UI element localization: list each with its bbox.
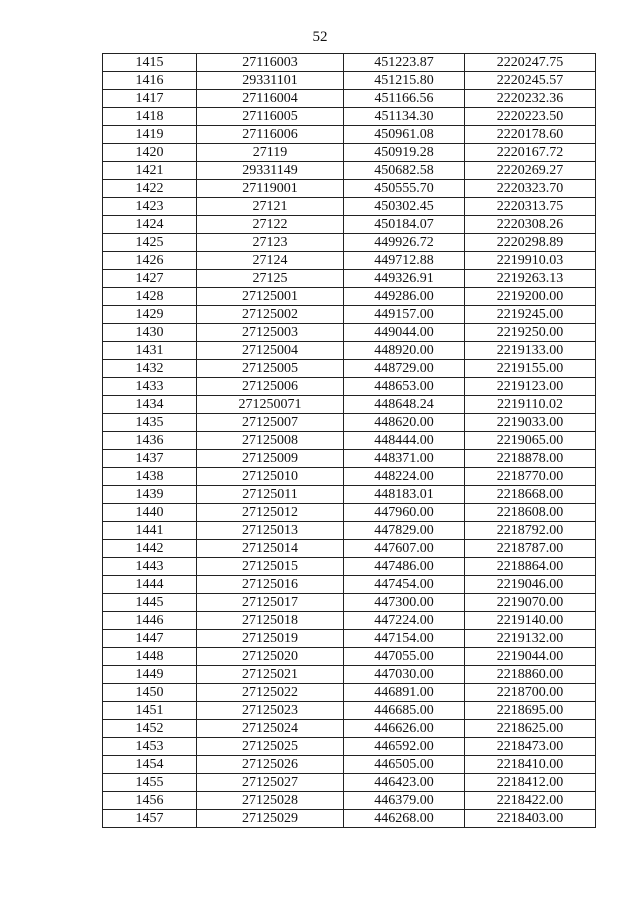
x-coordinate-cell: 446685.00 xyxy=(344,702,465,720)
x-coordinate-cell: 448371.00 xyxy=(344,450,465,468)
point-number-cell: 1421 xyxy=(103,162,197,180)
point-number-cell: 1439 xyxy=(103,486,197,504)
point-code-cell: 27125022 xyxy=(197,684,344,702)
table-row xyxy=(103,504,596,522)
point-number-cell: 1416 xyxy=(103,72,197,90)
table-row xyxy=(103,630,596,648)
point-number-cell: 1451 xyxy=(103,702,197,720)
point-number-cell: 1450 xyxy=(103,684,197,702)
point-code-cell: 27125 xyxy=(197,270,344,288)
point-number-cell: 1453 xyxy=(103,738,197,756)
point-number-cell: 1418 xyxy=(103,108,197,126)
point-code-cell: 27125021 xyxy=(197,666,344,684)
table-row xyxy=(103,594,596,612)
point-number-cell: 1454 xyxy=(103,756,197,774)
point-code-cell: 27125029 xyxy=(197,810,344,828)
point-number-cell: 1431 xyxy=(103,342,197,360)
y-coordinate-cell: 2219046.00 xyxy=(465,576,596,594)
point-code-cell: 27124 xyxy=(197,252,344,270)
table-row xyxy=(103,720,596,738)
y-coordinate-cell: 2219044.00 xyxy=(465,648,596,666)
x-coordinate-cell: 447829.00 xyxy=(344,522,465,540)
y-coordinate-cell: 2219245.00 xyxy=(465,306,596,324)
point-code-cell: 27125016 xyxy=(197,576,344,594)
x-coordinate-cell: 449044.00 xyxy=(344,324,465,342)
table-row xyxy=(103,162,596,180)
point-code-cell: 27125009 xyxy=(197,450,344,468)
table-row xyxy=(103,792,596,810)
point-code-cell: 27125010 xyxy=(197,468,344,486)
y-coordinate-cell: 2220232.36 xyxy=(465,90,596,108)
y-coordinate-cell: 2218787.00 xyxy=(465,540,596,558)
point-number-cell: 1417 xyxy=(103,90,197,108)
point-number-cell: 1422 xyxy=(103,180,197,198)
y-coordinate-cell: 2219263.13 xyxy=(465,270,596,288)
point-number-cell: 1456 xyxy=(103,792,197,810)
table-row xyxy=(103,648,596,666)
table-row xyxy=(103,540,596,558)
point-number-cell: 1446 xyxy=(103,612,197,630)
y-coordinate-cell: 2220167.72 xyxy=(465,144,596,162)
y-coordinate-cell: 2220298.89 xyxy=(465,234,596,252)
y-coordinate-cell: 2219033.00 xyxy=(465,414,596,432)
x-coordinate-cell: 448648.24 xyxy=(344,396,465,414)
point-number-cell: 1448 xyxy=(103,648,197,666)
point-number-cell: 1435 xyxy=(103,414,197,432)
point-code-cell: 27125020 xyxy=(197,648,344,666)
point-number-cell: 1443 xyxy=(103,558,197,576)
point-code-cell: 27125017 xyxy=(197,594,344,612)
x-coordinate-cell: 450184.07 xyxy=(344,216,465,234)
y-coordinate-cell: 2218412.00 xyxy=(465,774,596,792)
point-number-cell: 1433 xyxy=(103,378,197,396)
y-coordinate-cell: 2219133.00 xyxy=(465,342,596,360)
table-row xyxy=(103,702,596,720)
x-coordinate-cell: 448444.00 xyxy=(344,432,465,450)
y-coordinate-cell: 2219200.00 xyxy=(465,288,596,306)
y-coordinate-cell: 2219910.03 xyxy=(465,252,596,270)
table-row xyxy=(103,612,596,630)
table-row xyxy=(103,558,596,576)
y-coordinate-cell: 2218608.00 xyxy=(465,504,596,522)
y-coordinate-cell: 2218878.00 xyxy=(465,450,596,468)
table-row xyxy=(103,666,596,684)
point-number-cell: 1455 xyxy=(103,774,197,792)
x-coordinate-cell: 451223.87 xyxy=(344,54,465,72)
x-coordinate-cell: 446505.00 xyxy=(344,756,465,774)
table-row xyxy=(103,576,596,594)
x-coordinate-cell: 450555.70 xyxy=(344,180,465,198)
point-code-cell: 27125007 xyxy=(197,414,344,432)
point-number-cell: 1452 xyxy=(103,720,197,738)
table-row xyxy=(103,252,596,270)
table-row xyxy=(103,450,596,468)
y-coordinate-cell: 2218792.00 xyxy=(465,522,596,540)
x-coordinate-cell: 447486.00 xyxy=(344,558,465,576)
page-number: 52 xyxy=(312,29,328,45)
table-row xyxy=(103,198,596,216)
y-coordinate-cell: 2219070.00 xyxy=(465,594,596,612)
point-number-cell: 1423 xyxy=(103,198,197,216)
y-coordinate-cell: 2220308.26 xyxy=(465,216,596,234)
point-code-cell: 27123 xyxy=(197,234,344,252)
point-code-cell: 29331149 xyxy=(197,162,344,180)
point-number-cell: 1419 xyxy=(103,126,197,144)
y-coordinate-cell: 2220223.50 xyxy=(465,108,596,126)
point-code-cell: 27125004 xyxy=(197,342,344,360)
y-coordinate-cell: 2220269.27 xyxy=(465,162,596,180)
point-number-cell: 1420 xyxy=(103,144,197,162)
x-coordinate-cell: 448224.00 xyxy=(344,468,465,486)
table-body xyxy=(103,54,596,828)
y-coordinate-cell: 2218410.00 xyxy=(465,756,596,774)
point-number-cell: 1427 xyxy=(103,270,197,288)
point-code-cell: 27125006 xyxy=(197,378,344,396)
x-coordinate-cell: 447224.00 xyxy=(344,612,465,630)
x-coordinate-cell: 449326.91 xyxy=(344,270,465,288)
x-coordinate-cell: 447055.00 xyxy=(344,648,465,666)
point-code-cell: 27125019 xyxy=(197,630,344,648)
y-coordinate-cell: 2220245.57 xyxy=(465,72,596,90)
table-row xyxy=(103,126,596,144)
x-coordinate-cell: 447154.00 xyxy=(344,630,465,648)
point-number-cell: 1415 xyxy=(103,54,197,72)
point-code-cell: 27125013 xyxy=(197,522,344,540)
point-code-cell: 27125026 xyxy=(197,756,344,774)
table-row xyxy=(103,270,596,288)
point-number-cell: 1425 xyxy=(103,234,197,252)
x-coordinate-cell: 447030.00 xyxy=(344,666,465,684)
y-coordinate-cell: 2218473.00 xyxy=(465,738,596,756)
point-number-cell: 1430 xyxy=(103,324,197,342)
point-number-cell: 1457 xyxy=(103,810,197,828)
point-code-cell: 27116004 xyxy=(197,90,344,108)
point-code-cell: 29331101 xyxy=(197,72,344,90)
table-row xyxy=(103,756,596,774)
y-coordinate-cell: 2219123.00 xyxy=(465,378,596,396)
x-coordinate-cell: 446592.00 xyxy=(344,738,465,756)
y-coordinate-cell: 2220323.70 xyxy=(465,180,596,198)
table-row xyxy=(103,216,596,234)
table-row xyxy=(103,468,596,486)
table-row xyxy=(103,522,596,540)
table-row xyxy=(103,72,596,90)
x-coordinate-cell: 446379.00 xyxy=(344,792,465,810)
x-coordinate-cell: 446268.00 xyxy=(344,810,465,828)
point-code-cell: 27125014 xyxy=(197,540,344,558)
y-coordinate-cell: 2218625.00 xyxy=(465,720,596,738)
table-row xyxy=(103,180,596,198)
point-code-cell: 27125001 xyxy=(197,288,344,306)
point-number-cell: 1432 xyxy=(103,360,197,378)
x-coordinate-cell: 451166.56 xyxy=(344,90,465,108)
table-row xyxy=(103,414,596,432)
y-coordinate-cell: 2218403.00 xyxy=(465,810,596,828)
y-coordinate-cell: 2218695.00 xyxy=(465,702,596,720)
table-row xyxy=(103,432,596,450)
x-coordinate-cell: 448183.01 xyxy=(344,486,465,504)
x-coordinate-cell: 448653.00 xyxy=(344,378,465,396)
point-code-cell: 27125025 xyxy=(197,738,344,756)
x-coordinate-cell: 449157.00 xyxy=(344,306,465,324)
x-coordinate-cell: 447454.00 xyxy=(344,576,465,594)
y-coordinate-cell: 2219250.00 xyxy=(465,324,596,342)
point-code-cell: 27125005 xyxy=(197,360,344,378)
point-code-cell: 27119001 xyxy=(197,180,344,198)
point-code-cell: 27116006 xyxy=(197,126,344,144)
y-coordinate-cell: 2219132.00 xyxy=(465,630,596,648)
table-row xyxy=(103,342,596,360)
point-code-cell: 27125015 xyxy=(197,558,344,576)
table-row xyxy=(103,684,596,702)
point-code-cell: 27125002 xyxy=(197,306,344,324)
x-coordinate-cell: 450682.58 xyxy=(344,162,465,180)
table-row xyxy=(103,144,596,162)
point-number-cell: 1434 xyxy=(103,396,197,414)
point-code-cell: 27119 xyxy=(197,144,344,162)
point-number-cell: 1441 xyxy=(103,522,197,540)
coordinate-table xyxy=(102,53,596,828)
x-coordinate-cell: 451134.30 xyxy=(344,108,465,126)
x-coordinate-cell: 446891.00 xyxy=(344,684,465,702)
y-coordinate-cell: 2220313.75 xyxy=(465,198,596,216)
x-coordinate-cell: 448920.00 xyxy=(344,342,465,360)
point-number-cell: 1449 xyxy=(103,666,197,684)
point-number-cell: 1444 xyxy=(103,576,197,594)
table-row xyxy=(103,324,596,342)
point-number-cell: 1438 xyxy=(103,468,197,486)
y-coordinate-cell: 2219140.00 xyxy=(465,612,596,630)
point-number-cell: 1437 xyxy=(103,450,197,468)
point-number-cell: 1447 xyxy=(103,630,197,648)
x-coordinate-cell: 448729.00 xyxy=(344,360,465,378)
point-number-cell: 1436 xyxy=(103,432,197,450)
y-coordinate-cell: 2219065.00 xyxy=(465,432,596,450)
point-code-cell: 27116003 xyxy=(197,54,344,72)
point-code-cell: 271250071 xyxy=(197,396,344,414)
table-row xyxy=(103,486,596,504)
table-row xyxy=(103,54,596,72)
table-row xyxy=(103,360,596,378)
x-coordinate-cell: 449286.00 xyxy=(344,288,465,306)
point-number-cell: 1442 xyxy=(103,540,197,558)
point-number-cell: 1428 xyxy=(103,288,197,306)
table-row xyxy=(103,810,596,828)
point-code-cell: 27116005 xyxy=(197,108,344,126)
x-coordinate-cell: 450302.45 xyxy=(344,198,465,216)
x-coordinate-cell: 446423.00 xyxy=(344,774,465,792)
y-coordinate-cell: 2218700.00 xyxy=(465,684,596,702)
point-code-cell: 27125023 xyxy=(197,702,344,720)
table-row xyxy=(103,234,596,252)
point-number-cell: 1424 xyxy=(103,216,197,234)
x-coordinate-cell: 447607.00 xyxy=(344,540,465,558)
y-coordinate-cell: 2218864.00 xyxy=(465,558,596,576)
point-code-cell: 27121 xyxy=(197,198,344,216)
table-row xyxy=(103,378,596,396)
point-number-cell: 1440 xyxy=(103,504,197,522)
point-code-cell: 27125018 xyxy=(197,612,344,630)
point-number-cell: 1445 xyxy=(103,594,197,612)
y-coordinate-cell: 2218668.00 xyxy=(465,486,596,504)
point-code-cell: 27125028 xyxy=(197,792,344,810)
table-row xyxy=(103,306,596,324)
point-code-cell: 27125003 xyxy=(197,324,344,342)
point-code-cell: 27125008 xyxy=(197,432,344,450)
y-coordinate-cell: 2220178.60 xyxy=(465,126,596,144)
x-coordinate-cell: 451215.80 xyxy=(344,72,465,90)
y-coordinate-cell: 2218422.00 xyxy=(465,792,596,810)
table-row xyxy=(103,396,596,414)
y-coordinate-cell: 2220247.75 xyxy=(465,54,596,72)
point-code-cell: 27122 xyxy=(197,216,344,234)
y-coordinate-cell: 2218860.00 xyxy=(465,666,596,684)
table-row xyxy=(103,288,596,306)
x-coordinate-cell: 450961.08 xyxy=(344,126,465,144)
y-coordinate-cell: 2218770.00 xyxy=(465,468,596,486)
table-row xyxy=(103,774,596,792)
x-coordinate-cell: 449712.88 xyxy=(344,252,465,270)
x-coordinate-cell: 446626.00 xyxy=(344,720,465,738)
point-code-cell: 27125027 xyxy=(197,774,344,792)
point-code-cell: 27125024 xyxy=(197,720,344,738)
point-code-cell: 27125012 xyxy=(197,504,344,522)
point-code-cell: 27125011 xyxy=(197,486,344,504)
x-coordinate-cell: 449926.72 xyxy=(344,234,465,252)
table-row xyxy=(103,738,596,756)
x-coordinate-cell: 447300.00 xyxy=(344,594,465,612)
point-number-cell: 1426 xyxy=(103,252,197,270)
point-number-cell: 1429 xyxy=(103,306,197,324)
y-coordinate-cell: 2219155.00 xyxy=(465,360,596,378)
x-coordinate-cell: 447960.00 xyxy=(344,504,465,522)
y-coordinate-cell: 2219110.02 xyxy=(465,396,596,414)
table-row xyxy=(103,90,596,108)
x-coordinate-cell: 448620.00 xyxy=(344,414,465,432)
x-coordinate-cell: 450919.28 xyxy=(344,144,465,162)
table-row xyxy=(103,108,596,126)
